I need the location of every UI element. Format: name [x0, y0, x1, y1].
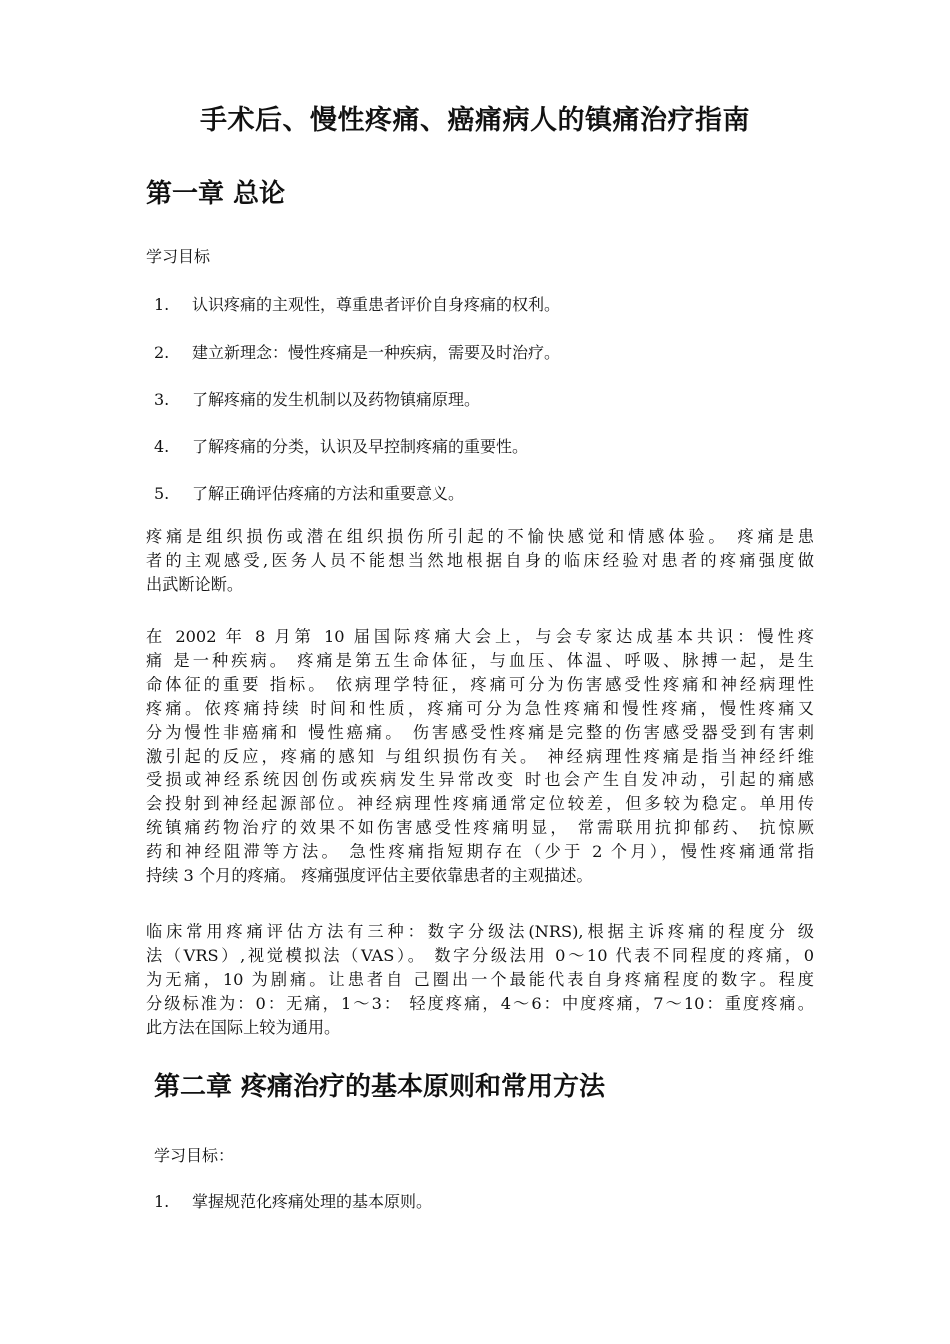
- objective-item: [154, 292, 560, 315]
- document-title: 手术后、慢性疼痛、癌痛病人的镇痛治疗指南: [200, 105, 750, 136]
- paragraph-line: 受损或神经系统因创伤或疾病发生异常改变 时也会产生自发冲动，引起的痛感: [146, 770, 814, 790]
- objective-number: 5.: [154, 484, 170, 503]
- chapter-2-heading: 第二章 疼痛治疗的基本原则和常用方法: [154, 1072, 606, 1102]
- paragraph-line: 统镇痛药物治疗的效果不如伤害感受性疼痛明显， 常需联用抗抑郁药、 抗惊厥: [146, 818, 814, 838]
- objective-text: 了解疼痛的发生机制以及药物镇痛原理。: [192, 390, 481, 409]
- objective-text: 认识疼痛的主观性，尊重患者评价自身疼痛的权利。: [192, 295, 561, 314]
- objective-number: 4.: [154, 437, 170, 456]
- paragraph-line: 为无痛，10 为剧痛。让患者自 己圈出一个最能代表自身疼痛程度的数字。程度: [146, 969, 814, 989]
- objective-item: [154, 434, 528, 457]
- paragraph-line: 持续 3 个月的疼痛。 疼痛强度评估主要依靠患者的主观描述。: [146, 866, 593, 886]
- paragraph-pain-classification: [146, 625, 814, 888]
- paragraph-line: 痛 是一种疾病。 疼痛是第五生命体征，与血压、体温、呼吸、脉搏一起，是生: [146, 650, 814, 670]
- chapter-1-heading: 第一章 总论: [146, 179, 286, 209]
- paragraph-pain-assessment: [146, 920, 814, 1040]
- paragraph-pain-definition: [146, 525, 814, 597]
- paragraph-line: 法（VRS）,视觉模拟法（VAS）。 数字分级法用 0～10 代表不同程度的疼痛，0: [146, 945, 814, 965]
- objective-number: 1.: [154, 1192, 170, 1211]
- paragraph-line: 分为慢性非癌痛和 慢性癌痛。 伤害感受性疼痛是完整的伤害感受器受到有害刺: [146, 722, 814, 742]
- objective-text: 掌握规范化疼痛处理的基本原则。: [192, 1192, 433, 1211]
- objective-item: [154, 340, 560, 363]
- objective-number: 2.: [154, 343, 170, 362]
- paragraph-line: 会投射到神经起源部位。神经病理性疼痛通常定位较差，但多较为稳定。单用传: [146, 794, 814, 814]
- paragraph-line: 临床常用疼痛评估方法有三种：数字分级法(NRS),根据主诉疼痛的程度分 级: [146, 922, 814, 941]
- objective-number: 3.: [154, 390, 170, 409]
- paragraph-line: 此方法在国际上较为通用。: [146, 1017, 341, 1037]
- objective-number: 1.: [154, 295, 170, 314]
- objective-text: 建立新理念：慢性疼痛是一种疾病，需要及时治疗。: [192, 343, 561, 362]
- paragraph-line: 疼痛是组织损伤或潜在组织损伤所引起的不愉快感觉和情感体验。 疼痛是患: [146, 527, 814, 546]
- paragraph-line: 激引起的反应，疼痛的感知 与组织损伤有关。 神经病理性疼痛是指当神经纤维: [146, 746, 814, 766]
- chapter-1-objectives-label: 学习目标: [146, 247, 211, 266]
- paragraph-line: 命体征的重要 指标。 依病理学特征，疼痛可分为伤害感受性疼痛和神经病理性: [146, 674, 814, 694]
- objective-text: 了解正确评估疼痛的方法和重要意义。: [192, 484, 465, 503]
- paragraph-line: 者的主观感受,医务人员不能想当然地根据自身的临床经验对患者的疼痛强度做: [146, 550, 814, 570]
- chapter-2-objectives-label: 学习目标：: [154, 1146, 235, 1165]
- objective-item: [154, 481, 464, 504]
- objective-item: [154, 387, 480, 410]
- paragraph-line: 药和神经阻滞等方法。 急性疼痛指短期存在（少于 2 个月），慢性疼痛通常指: [146, 842, 814, 862]
- paragraph-line: 出武断论断。: [146, 574, 244, 594]
- paragraph-line: 在 2002 年 8 月第 10 届国际疼痛大会上，与会专家达成基本共识：慢性疼: [146, 627, 814, 646]
- objective-text: 了解疼痛的分类，认识及早控制疼痛的重要性。: [192, 437, 529, 456]
- objective-item: [154, 1189, 432, 1212]
- paragraph-line: 分级标准为：0：无痛，1～3： 轻度疼痛，4～6：中度疼痛，7～10：重度疼痛。: [146, 993, 814, 1013]
- paragraph-line: 疼痛。依疼痛持续 时间和性质，疼痛可分为急性疼痛和慢性疼痛，慢性疼痛又: [146, 698, 814, 718]
